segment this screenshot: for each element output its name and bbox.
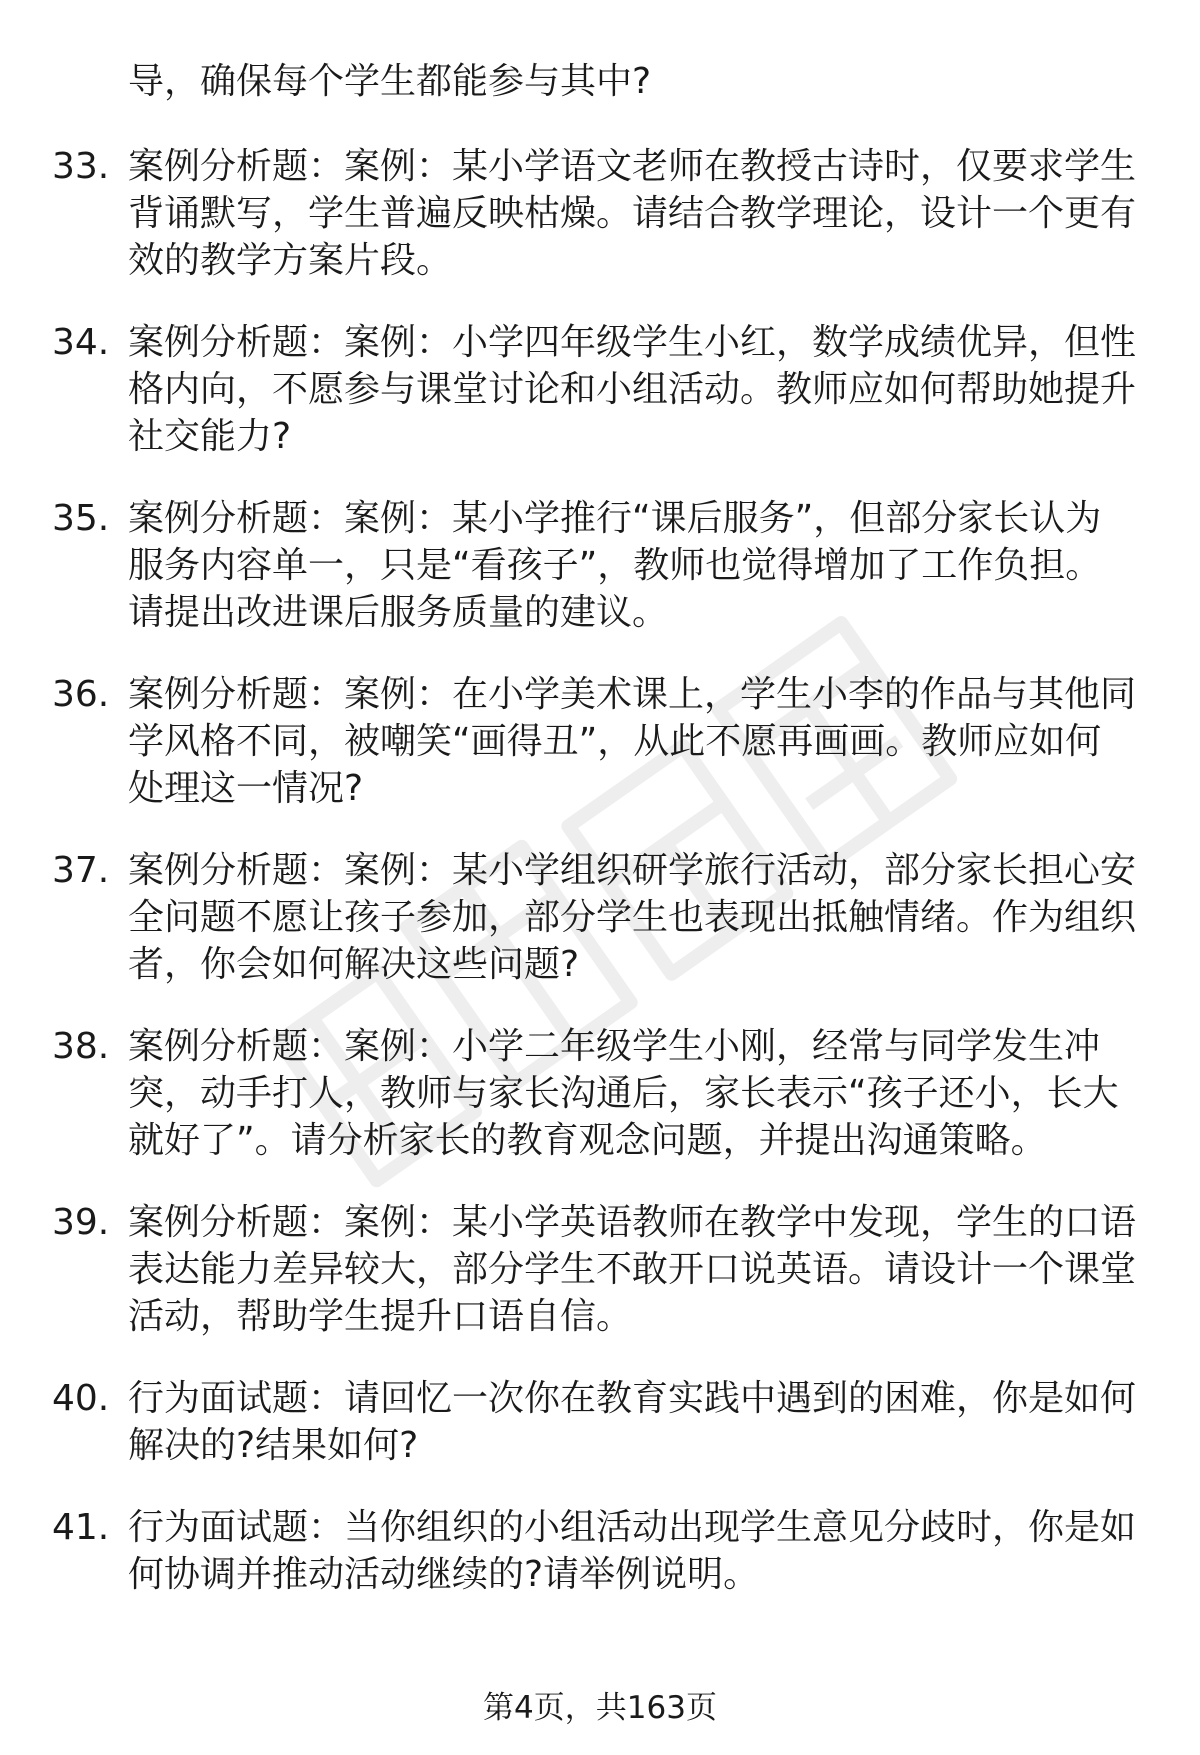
question-line: 效的教学方案片段。: [128, 240, 453, 281]
question-text: [128, 847, 1138, 988]
question-line: 案例分析题：案例：在小学美术课上，学生小李的作品与其他同: [128, 674, 1137, 715]
question-text: [128, 143, 1138, 284]
question-line: 何协调并推动活动继续的?请举例说明。: [128, 1554, 760, 1595]
question-text: [128, 671, 1138, 812]
question-line: 行为面试题：当你组织的小组活动出现学生意见分歧时，你是如: [128, 1507, 1137, 1548]
question-line: 格内向，不愿参与课堂讨论和小组活动。教师应如何帮助她提升: [128, 369, 1137, 410]
question-text: [128, 495, 1138, 636]
question-line: 全问题不愿让孩子参加，部分学生也表现出抵触情绪。作为组织: [128, 897, 1137, 938]
question-text: [128, 319, 1138, 460]
question-line: 背诵默写，学生普遍反映枯燥。请结合教学理论，设计一个更有: [128, 193, 1137, 234]
question-line: 解决的?结果如何?: [128, 1425, 419, 1466]
question-line: 学风格不同，被嘲笑“画得丑”，从此不愿再画画。教师应如何: [128, 721, 1102, 762]
question-line: 就好了”。请分析家长的教育观念问题，并提出沟通策略。: [128, 1120, 1047, 1161]
question-line: 案例分析题：案例：某小学语文老师在教授古诗时，仅要求学生: [128, 146, 1137, 187]
question-item: [0, 1199, 1200, 1340]
question-item: [0, 495, 1200, 636]
question-line: 活动，帮助学生提升口语自信。: [128, 1296, 633, 1337]
question-number: 41.: [52, 1507, 110, 1548]
question-line: 突，动手打人，教师与家长沟通后，家长表示“孩子还小，长大: [128, 1073, 1119, 1114]
question-line: 社交能力?: [128, 416, 292, 457]
question-line: 处理这一情况?: [128, 768, 364, 809]
question-number: 33.: [52, 146, 110, 187]
question-item: [0, 1023, 1200, 1164]
question-number: 35.: [52, 498, 110, 539]
question-number: 39.: [52, 1202, 110, 1243]
question-text: [128, 1504, 1138, 1598]
question-number: 40.: [52, 1378, 110, 1419]
question-item: [0, 319, 1200, 460]
question-number: 36.: [52, 674, 110, 715]
question-line: 案例分析题：案例：某小学推行“课后服务”，但部分家长认为: [128, 498, 1102, 539]
question-item: [0, 1504, 1200, 1598]
question-item: [0, 847, 1200, 988]
question-line: 案例分析题：案例：小学四年级学生小红，数学成绩优异，但性: [128, 322, 1137, 363]
question-line: 请提出改进课后服务质量的建议。: [128, 592, 669, 633]
question-text: [128, 1375, 1138, 1469]
question-line: 案例分析题：案例：小学二年级学生小刚，经常与同学发生冲: [128, 1026, 1101, 1067]
question-line: 表达能力差异较大，部分学生不敢开口说英语。请设计一个课堂: [128, 1249, 1137, 1290]
page-footer: 第4页，共163页: [483, 1690, 717, 1726]
carryover-line: 导，确保每个学生都能参与其中?: [128, 61, 652, 102]
question-line: 案例分析题：案例：某小学组织研学旅行活动，部分家长担心安: [128, 850, 1137, 891]
question-number: 38.: [52, 1026, 110, 1067]
question-number: 37.: [52, 850, 110, 891]
question-line: 者，你会如何解决这些问题?: [128, 944, 580, 985]
question-line: 案例分析题：案例：某小学英语教师在教学中发现，学生的口语: [128, 1202, 1137, 1243]
question-text: [128, 1199, 1138, 1340]
question-line: 行为面试题：请回忆一次你在教育实践中遇到的困难，你是如何: [128, 1378, 1137, 1419]
question-item: [0, 143, 1200, 284]
question-number: 34.: [52, 322, 110, 363]
question-line: 服务内容单一，只是“看孩子”，教师也觉得增加了工作负担。: [128, 545, 1102, 586]
question-item: [0, 671, 1200, 812]
question-list: [0, 143, 1200, 1633]
question-text: [128, 1023, 1138, 1164]
question-item: [0, 1375, 1200, 1469]
